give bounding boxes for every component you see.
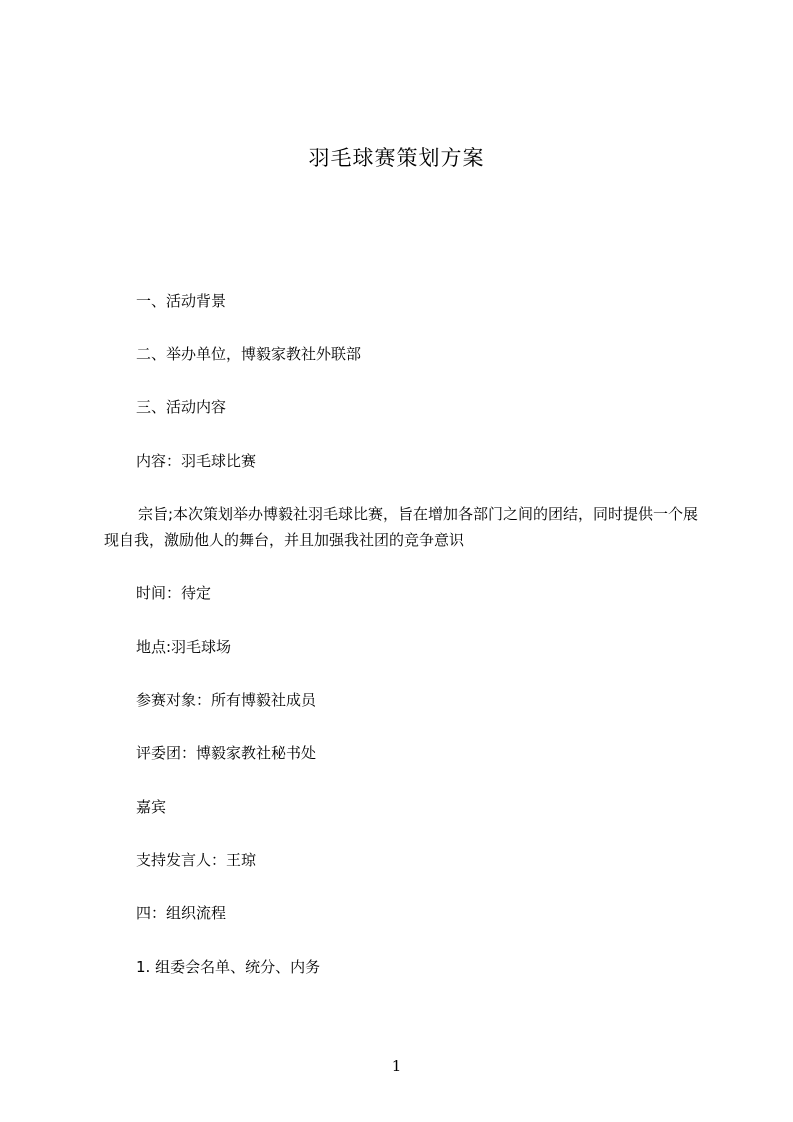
page-number: 1 [391,1057,402,1075]
participants-line: 参赛对象：所有博毅社成员 [136,691,317,709]
list-item: 1. 组委会名单、统分、内务 [136,958,321,976]
content-line: 内容：羽毛球比赛 [136,452,257,470]
speaker-line: 支持发言人：王琼 [136,851,257,869]
document-title: 羽毛球赛策划方案 [308,146,485,170]
judges-line: 评委团：博毅家教社秘书处 [136,744,317,762]
location-line: 地点:羽毛球场 [136,638,232,656]
time-line: 时间：待定 [136,584,212,602]
section-heading-organizer: 二、举办单位，博毅家教社外联部 [136,345,362,363]
guests-line: 嘉宾 [136,798,167,816]
section-heading-background: 一、活动背景 [136,292,227,310]
purpose-paragraph: 宗旨;本次策划举办博毅社羽毛球比赛，旨在增加各部门之间的团结，同时提供一个展现自我，激励他人的舞台，并且加强我社团的竞争意识 [104,505,699,549]
section-heading-process: 四：组织流程 [136,904,227,922]
section-heading-content: 三、活动内容 [136,398,227,416]
